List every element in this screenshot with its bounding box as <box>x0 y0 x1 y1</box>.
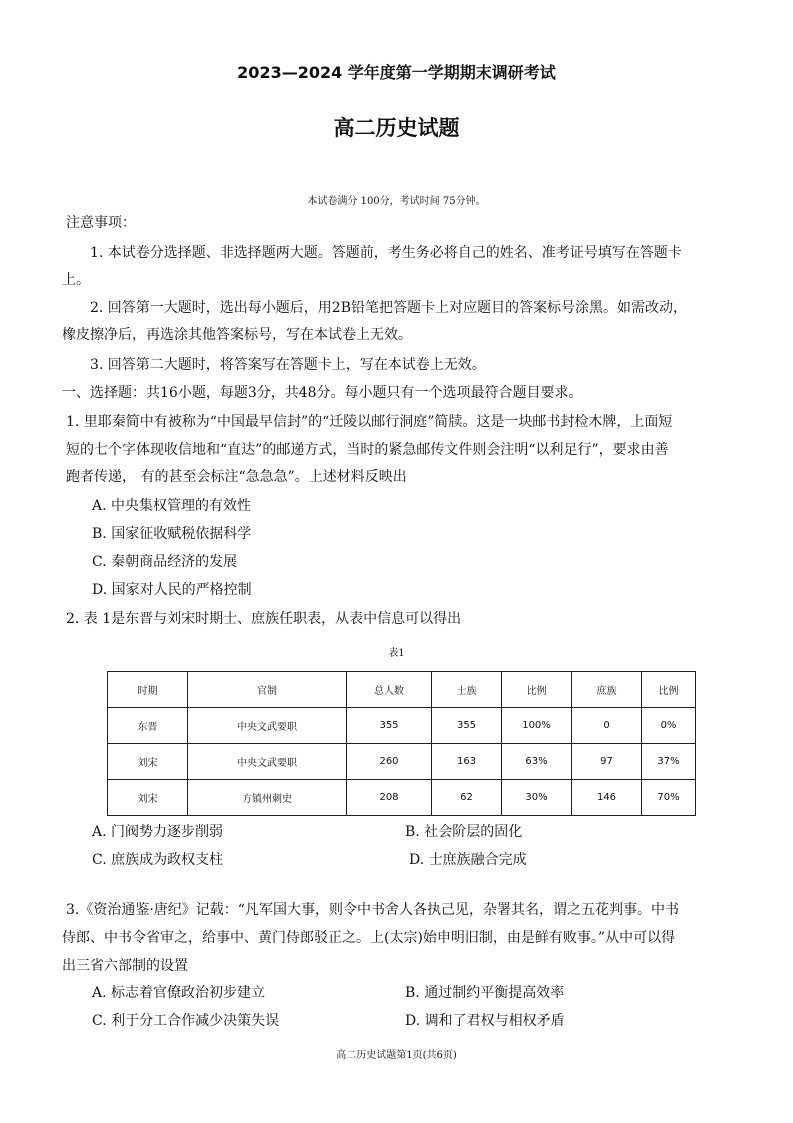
notice-heading: 注意事项： <box>66 215 136 231</box>
table-cell: 东晋 <box>108 708 188 744</box>
official-appointment-table <box>107 671 696 816</box>
table-header-cell: 庶族 <box>572 672 642 708</box>
table-cell: 355 <box>432 708 502 744</box>
page-footer: 高二历史试题第1页(共6页) <box>336 1050 457 1061</box>
table-header-cell: 总人数 <box>347 672 432 708</box>
table-header-cell: 官制 <box>188 672 347 708</box>
section-1-heading: 一、选择题：共16小题，每题3分，共48分。每小题只有一个选项最符合题目要求。 <box>62 385 583 401</box>
question-1-stem-line-2: 短的七个字体现收信地和“直达”的邮递方式，当时的紧急邮传文件则会注明“以利足行”，要求由善 <box>66 442 669 458</box>
table-cell: 中央文武要职 <box>188 744 347 780</box>
question-2-option-d: D. 士庶族融合完成 <box>409 852 527 868</box>
table-cell: 刘宋 <box>108 780 188 816</box>
table-cell: 208 <box>347 780 432 816</box>
notice-item-1-line-2: 上。 <box>62 272 90 288</box>
notice-item-1-line-1: 1. 本试卷分选择题、非选择题两大题。答题前，考生务必将自己的姓名、准考证号填写在答题卡 <box>90 245 682 261</box>
table-row <box>108 780 696 816</box>
table-cell: 30% <box>502 780 572 816</box>
table-cell: 355 <box>347 708 432 744</box>
table-cell: 70% <box>642 780 696 816</box>
table-cell: 260 <box>347 744 432 780</box>
table-row <box>108 708 696 744</box>
question-2-option-b: B. 社会阶层的固化 <box>405 824 523 840</box>
notice-item-2-line-2: 橡皮擦净后，再选涂其他答案标号，写在本试卷上无效。 <box>62 327 412 343</box>
question-1-option-a: A. 中央集权管理的有效性 <box>92 498 252 514</box>
table-header-cell: 比例 <box>642 672 696 708</box>
question-3-option-c: C. 利于分工合作减少决策失误 <box>92 1013 280 1029</box>
question-3-option-d: D. 调和了君权与相权矛盾 <box>405 1013 565 1029</box>
table-cell: 方镇州刺史 <box>188 780 347 816</box>
table-cell: 146 <box>572 780 642 816</box>
table-cell: 97 <box>572 744 642 780</box>
table-cell: 62 <box>432 780 502 816</box>
table-cell: 63% <box>502 744 572 780</box>
notice-item-2-line-1: 2. 回答第一大题时，选出每小题后，用2B铅笔把答题卡上对应题目的答案标号涂黑。如需改动， <box>90 300 688 316</box>
question-1-option-b: B. 国家征收赋税依据科学 <box>92 526 252 542</box>
question-2-option-a: A. 门阀势力逐步削弱 <box>92 824 224 840</box>
question-1-stem-line-1: 1. 里耶秦简中有被称为“中国最早信封”的“迁陵以邮行洞庭”简牍。这是一块邮书封检木牌，上面短 <box>66 414 673 430</box>
question-3-stem-line-1: 3.《资治通鉴·唐纪》记载：“凡军国大事，则令中书舍人各执己见，杂署其名，谓之五花判事。中书 <box>66 902 679 918</box>
table-cell: 中央文武要职 <box>188 708 347 744</box>
exam-info: 本试卷满分 100分，考试时间 75分钟。 <box>307 196 486 207</box>
table-cell: 0% <box>642 708 696 744</box>
table-row <box>108 744 696 780</box>
table-header-cell: 时期 <box>108 672 188 708</box>
exam-title: 2023—2024 学年度第一学期期末调研考试 <box>237 63 556 82</box>
notice-item-3: 3. 回答第二大题时，将答案写在答题卡上，写在本试卷上无效。 <box>90 357 486 373</box>
table-caption: 表1 <box>388 648 405 659</box>
subject-title: 高二历史试题 <box>333 116 460 140</box>
question-3-option-a: A. 标志着官僚政治初步建立 <box>92 985 266 1001</box>
question-1-option-c: C. 秦朝商品经济的发展 <box>92 554 238 570</box>
table-header-cell: 比例 <box>502 672 572 708</box>
question-2-option-c: C. 庶族成为政权支柱 <box>92 852 224 868</box>
question-1-stem-line-3: 跑者传递， 有的甚至会标注“急急急”。上述材料反映出 <box>66 469 407 485</box>
table-cell: 100% <box>502 708 572 744</box>
question-3-option-b: B. 通过制约平衡提高效率 <box>405 985 565 1001</box>
question-3-stem-line-3: 出三省六部制的设置 <box>62 958 188 974</box>
table-cell: 刘宋 <box>108 744 188 780</box>
table-cell: 0 <box>572 708 642 744</box>
question-3-stem-line-2: 侍郎、中书令省审之，给事中、黄门侍郎驳正之。上(太宗)始申明旧制，由是鲜有败事。”从中可以得 <box>62 930 676 946</box>
table-cell: 37% <box>642 744 696 780</box>
table-header-row <box>108 672 696 708</box>
table-header-cell: 士族 <box>432 672 502 708</box>
question-1-option-d: D. 国家对人民的严格控制 <box>92 582 252 598</box>
table-cell: 163 <box>432 744 502 780</box>
question-2-stem: 2. 表 1是东晋与刘宋时期士、庶族任职表，从表中信息可以得出 <box>66 611 462 627</box>
